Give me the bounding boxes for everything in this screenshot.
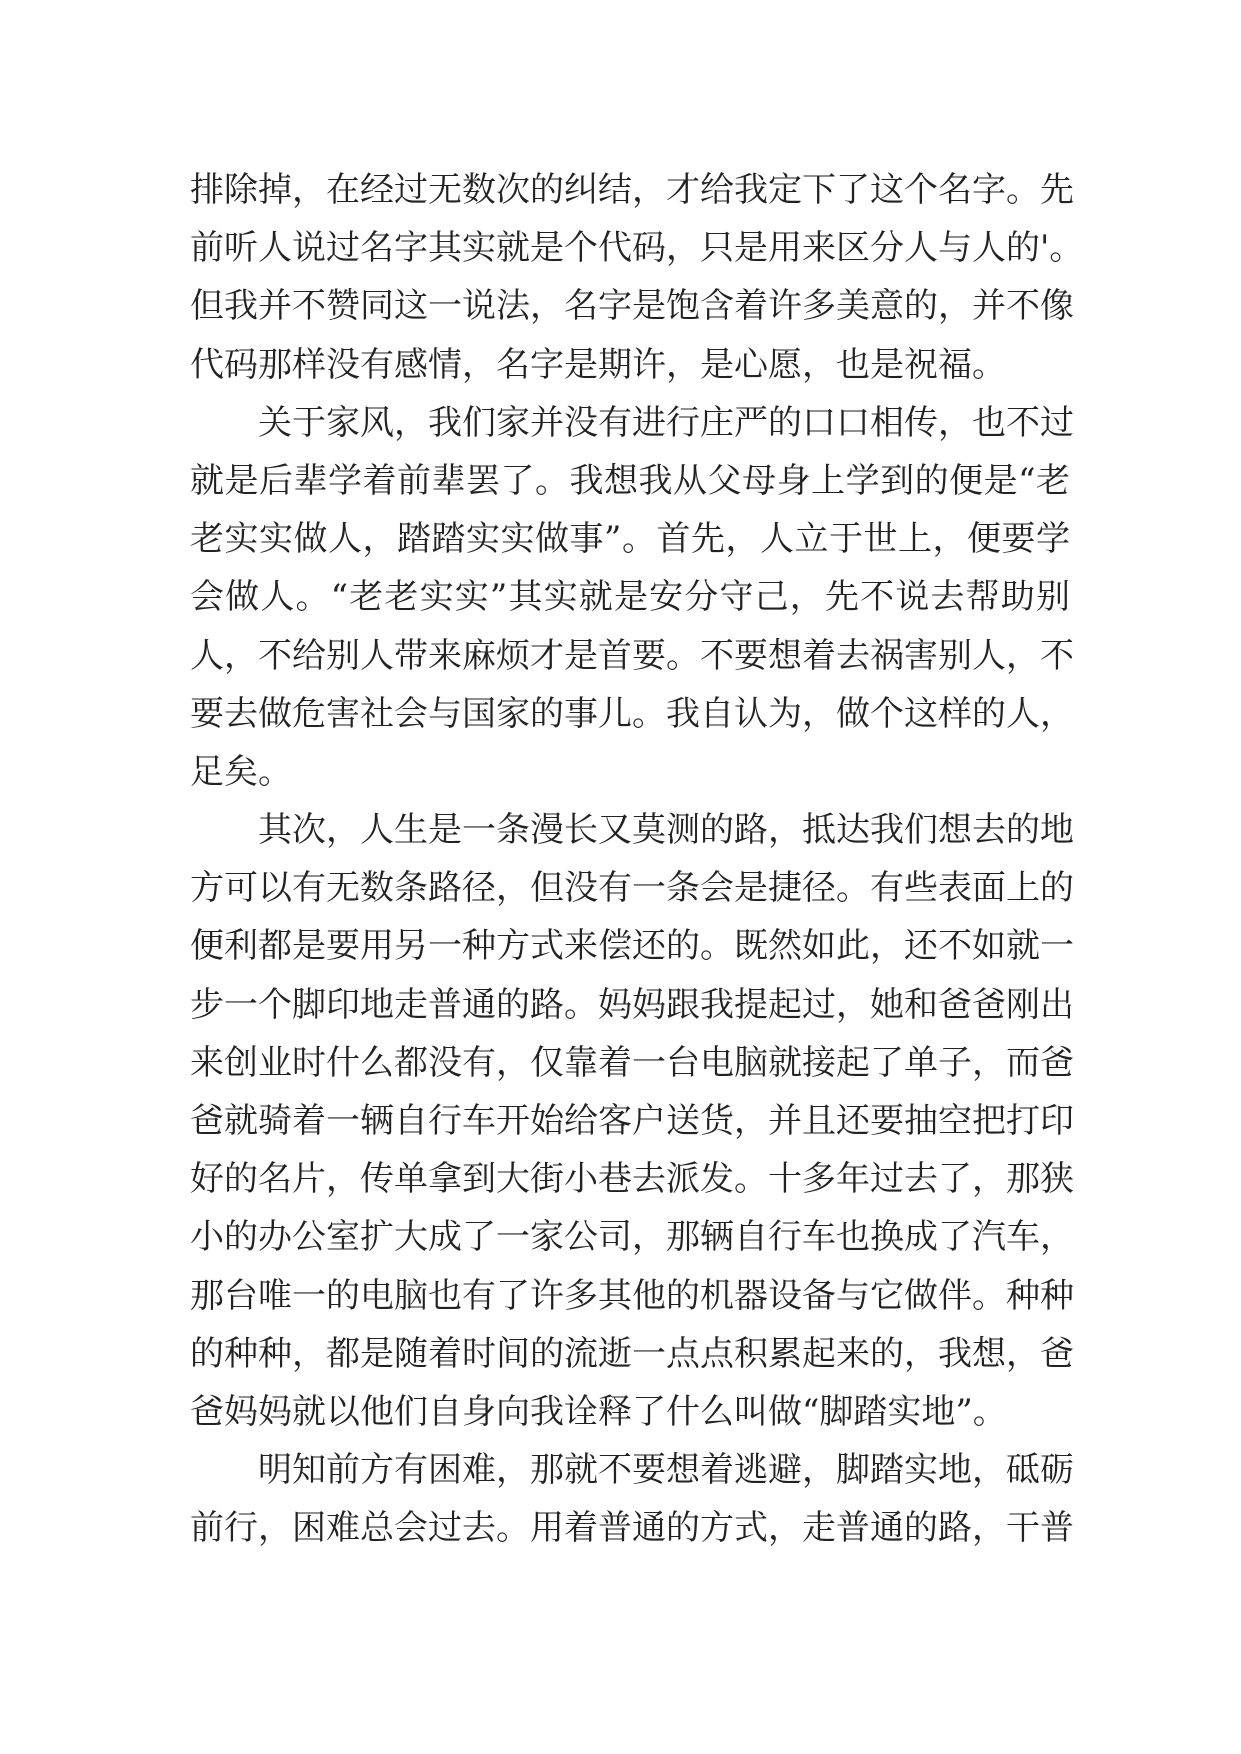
- text-line: 小的办公室扩大成了一家公司，那辆自行车也换成了汽车，: [190, 1217, 1074, 1258]
- text-line: 的种种，都是随着时间的流逝一点点积累起来的，我想，爸: [190, 1333, 1074, 1374]
- text-line: 足矣。: [190, 751, 292, 792]
- text-line: 人，不给别人带来麻烦才是首要。不要想着去祸害别人，不: [190, 635, 1074, 676]
- text-line: 就是后辈学着前辈罢了。我想我从父母身上学到的便是“老: [190, 460, 1070, 501]
- text-line: 好的名片，传单拿到大街小巷去派发。十多年过去了，那狭: [190, 1159, 1074, 1200]
- paragraph-first-line: 明知前方有困难，那就不要想着逃避，脚踏实地，砥砺: [258, 1450, 1074, 1491]
- text-line: 步一个脚印地走普通的路。妈妈跟我提起过，她和爸爸刚出: [190, 984, 1074, 1025]
- text-line: 排除掉，在经过无数次的纠结，才给我定下了这个名字。先: [190, 170, 1074, 210]
- text-line: 但我并不赞同这一说法，名字是饱含着许多美意的，并不像: [190, 286, 1074, 327]
- text-line: 老实实做人，踏踏实实做事”。首先，人立于世上，便要学: [190, 519, 1070, 560]
- text-line: 便利都是要用另一种方式来偿还的。既然如此，还不如就一: [190, 926, 1074, 967]
- paragraph-first-line: 关于家风，我们家并没有进行庄严的口口相传，也不过: [258, 402, 1074, 443]
- text-line: 来创业时什么都没有，仅靠着一台电脑就接起了单子，而爸: [190, 1042, 1074, 1083]
- text-line: 爸就骑着一辆自行车开始给客户送货，并且还要抽空把打印: [190, 1101, 1074, 1141]
- text-line: 方可以有无数条路径，但没有一条会是捷径。有些表面上的: [190, 868, 1074, 909]
- text-line: 代码那样没有感情，名字是期许，是心愿，也是祝福。: [190, 344, 1006, 385]
- text-line: 爸妈妈就以他们自身向我诠释了什么叫做“脚踏实地”。: [190, 1391, 1007, 1432]
- text-line: 前行，困难总会过去。用着普通的方式，走普通的路，干普: [190, 1508, 1074, 1549]
- text-line: 那台唯一的电脑也有了许多其他的机器设备与它做伴。种种: [190, 1275, 1074, 1316]
- text-line: 要去做危害社会与国家的事儿。我自认为，做个这样的人，: [190, 693, 1074, 734]
- paragraph-first-line: 其次，人生是一条漫长又莫测的路，抵达我们想去的地: [258, 810, 1074, 851]
- document-body: [190, 161, 1084, 1558]
- text-line: 会做人。“老老实实”其实就是安分守己，先不说去帮助别: [190, 577, 1070, 618]
- text-line: 前听人说过名字其实就是个代码，只是用来区分人与人的'。: [190, 228, 1084, 269]
